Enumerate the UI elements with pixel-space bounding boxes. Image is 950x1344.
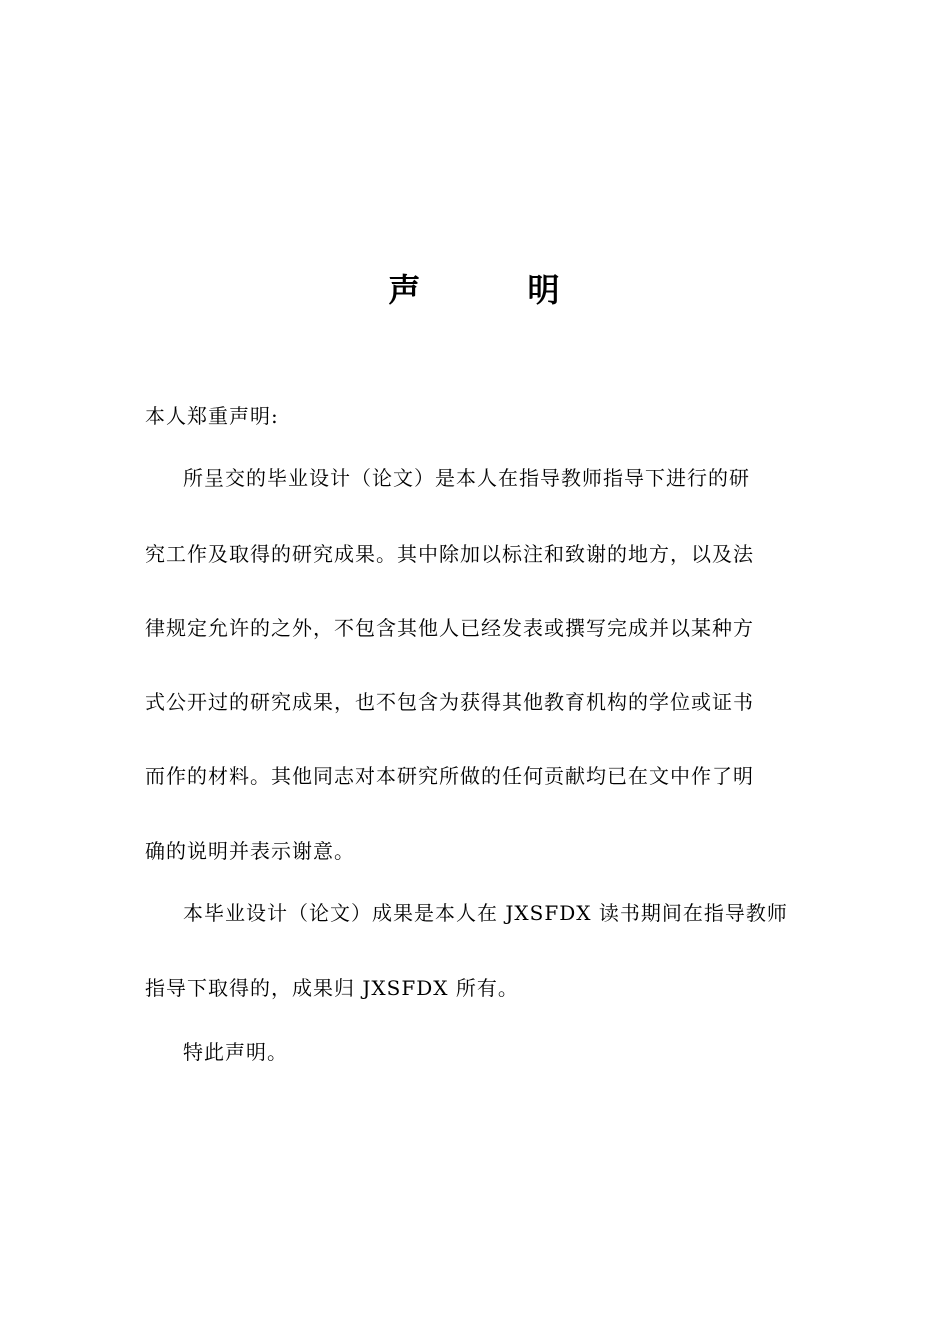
paragraph-line: 所呈交的毕业设计（论文）是本人在指导教师指导下进行的研 — [183, 466, 750, 490]
paragraph-line: 而作的材料。其他同志对本研究所做的任何贡献均已在文中作了明 — [145, 764, 754, 788]
page-title: 声 明 — [388, 271, 562, 309]
paragraph-line: 确的说明并表示谢意。 — [145, 839, 355, 863]
paragraph-line: 本毕业设计（论文）成果是本人在 JXSFDX 读书期间在指导教师 — [183, 901, 788, 925]
salutation: 本人郑重声明: — [145, 404, 279, 428]
closing-statement: 特此声明。 — [183, 1040, 288, 1064]
paragraph-line: 究工作及取得的研究成果。其中除加以标注和致谢的地方，以及法 — [145, 542, 754, 566]
paragraph-line: 律规定允许的之外，不包含其他人已经发表或撰写完成并以某种方 — [145, 616, 754, 640]
paragraph-line: 式公开过的研究成果，也不包含为获得其他教育机构的学位或证书 — [145, 690, 754, 714]
paragraph-line: 指导下取得的，成果归 JXSFDX 所有。 — [145, 976, 519, 1000]
